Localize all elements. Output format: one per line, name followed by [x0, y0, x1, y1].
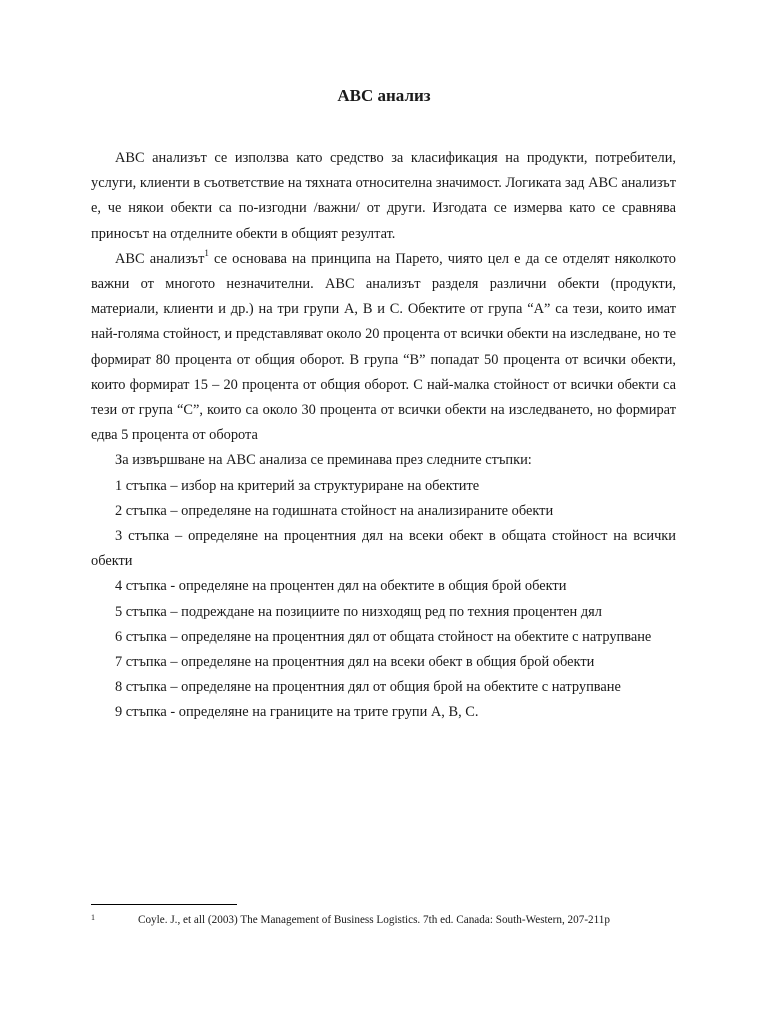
- step-item: 7 стъпка – определяне на процентния дял на всеки обект в общия брой обекти: [115, 654, 595, 671]
- steps-intro: За извършване на ABC анализа се преминава през следните стъпки:: [115, 452, 532, 469]
- paragraph-definition: ABC анализът се използва като средство за класификация на продукти, потребители, услуги, клиенти в съответствие на тяхната относителна значимост. Логиката зад ABC анализът е, че някои обекти са по-изгодни /важни/ от други. Изгодата се измерва като се сравнява приносът на отделните обекти в общият резултат.: [91, 150, 676, 242]
- step-item: 4 стъпка - определяне на процентен дял на обектите в общия брой обекти: [115, 578, 567, 595]
- document-body: [91, 146, 676, 726]
- step-item: 2 стъпка – определяне на годишната стойност на анализираните обекти: [115, 502, 554, 519]
- step-item: 9 стъпка - определяне на границите на трите групи А, В, С.: [115, 704, 479, 721]
- step-item: 3 стъпка – определяне на процентния дял на всеки обект в общата стойност на всички обекти: [91, 528, 676, 570]
- step-item: 5 стъпка – подреждане на позициите по низходящ ред по техния процентен дял: [115, 603, 602, 620]
- step-item: 8 стъпка – определяне на процентния дял от общия брой на обектите с натрупване: [115, 679, 621, 696]
- paragraph-pareto-lead: ABC анализът: [115, 250, 205, 267]
- paragraph-pareto-text: се основава на принципа на Парето, чиято цел е да се отделят няколкото важни от многото незначителни. ABC анализът разделя различни обекти (продукти, материали, клиенти и др.) на три групи А, В и С. Обектите от група “А” са тези, които имат най-голяма стойност, и представляват около 20 процента от всички обекти на изследване, но те формират 80 процента от общия оборот. В група “В” попадат 50 процента от всички обекти, които формират 15 – 20 процента от общия оборот. С най-малка стойност от всички обекти са тези от група “С”, които са около 30 процента от всички обекти на изследването, но формират едва 5 процента от оборота: [91, 250, 676, 444]
- paragraph-pareto: [91, 247, 676, 449]
- footnote-mark: 1: [91, 913, 95, 922]
- step-item: 6 стъпка – определяне на процентния дял от общата стойност на обектите с натрупване: [115, 628, 652, 645]
- footnote-reference[interactable]: 1: [204, 247, 209, 258]
- footnote-text: Coyle. J., et all (2003) The Management of Business Logistics. 7th ed. Canada: South-Western, 207-211p: [138, 914, 610, 926]
- footnote-separator: [91, 904, 237, 905]
- document-title: ABC анализ: [337, 86, 431, 105]
- step-item: 1 стъпка – избор на критерий за структуриране на обектите: [115, 477, 480, 494]
- footnote: [91, 909, 676, 929]
